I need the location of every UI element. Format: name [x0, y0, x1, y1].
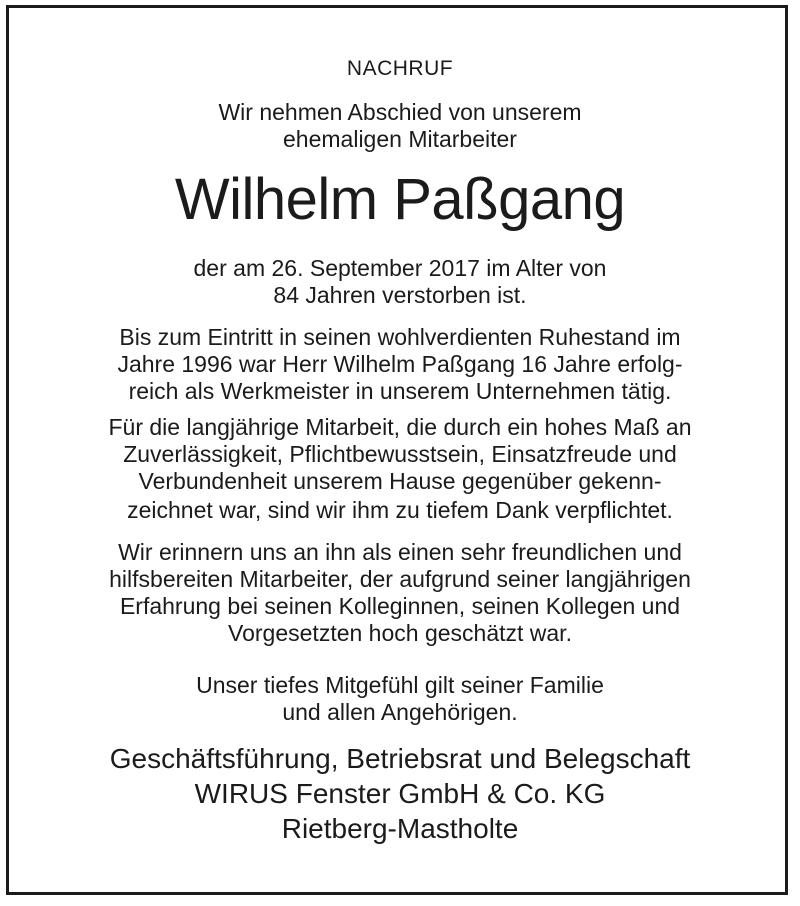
- deceased-name: Wilhelm Paßgang: [174, 167, 626, 232]
- condolence-line: und allen Angehörigen.: [282, 699, 518, 725]
- signature-line: Geschäftsführung, Betriebsrat und Belegschaft: [109, 743, 691, 774]
- notice-heading: NACHRUF: [346, 57, 454, 80]
- paragraph1-line: reich als Werkmeister in unserem Unternehmen tätig.: [128, 378, 672, 404]
- paragraph1-line: Verbundenheit unserem Hause gegenüber gekenn-: [138, 468, 662, 494]
- paragraph2-line: Wir erinnern uns an ihn als einen sehr freundlichen und: [118, 539, 682, 565]
- death-line: der am 26. September 2017 im Alter von: [193, 255, 607, 281]
- signature-line: Rietberg-Mastholte: [281, 813, 519, 844]
- condolence-line: Unser tiefes Mitgefühl gilt seiner Familie: [196, 672, 604, 698]
- paragraph2-line: Vorgesetzten hoch geschätzt war.: [228, 620, 572, 646]
- paragraph1-line: Bis zum Eintritt in seinen wohlverdienten Ruhestand im: [119, 324, 681, 350]
- paragraph1-line: zeichnet war, sind wir ihm zu tiefem Dank verpflichtet.: [127, 497, 673, 523]
- signature-line: WIRUS Fenster GmbH & Co. KG: [194, 778, 606, 809]
- intro-line: ehemaligen Mitarbeiter: [283, 126, 517, 152]
- death-line: 84 Jahren verstorben ist.: [273, 282, 527, 308]
- intro-line: Wir nehmen Abschied von unserem: [218, 99, 582, 125]
- paragraph2-line: Erfahrung bei seinen Kolleginnen, seinen Kollegen und: [119, 593, 681, 619]
- paragraph1-line: Jahre 1996 war Herr Wilhelm Paßgang 16 Jahre erfolg-: [117, 351, 683, 377]
- paragraph1-line: Für die langjährige Mitarbeit, die durch ein hohes Maß an: [108, 414, 692, 440]
- paragraph2-line: hilfsbereiten Mitarbeiter, der aufgrund seiner langjährigen: [109, 566, 691, 592]
- paragraph1-line: Zuverlässigkeit, Pflichtbewusstsein, Einsatzfreude und: [123, 441, 677, 467]
